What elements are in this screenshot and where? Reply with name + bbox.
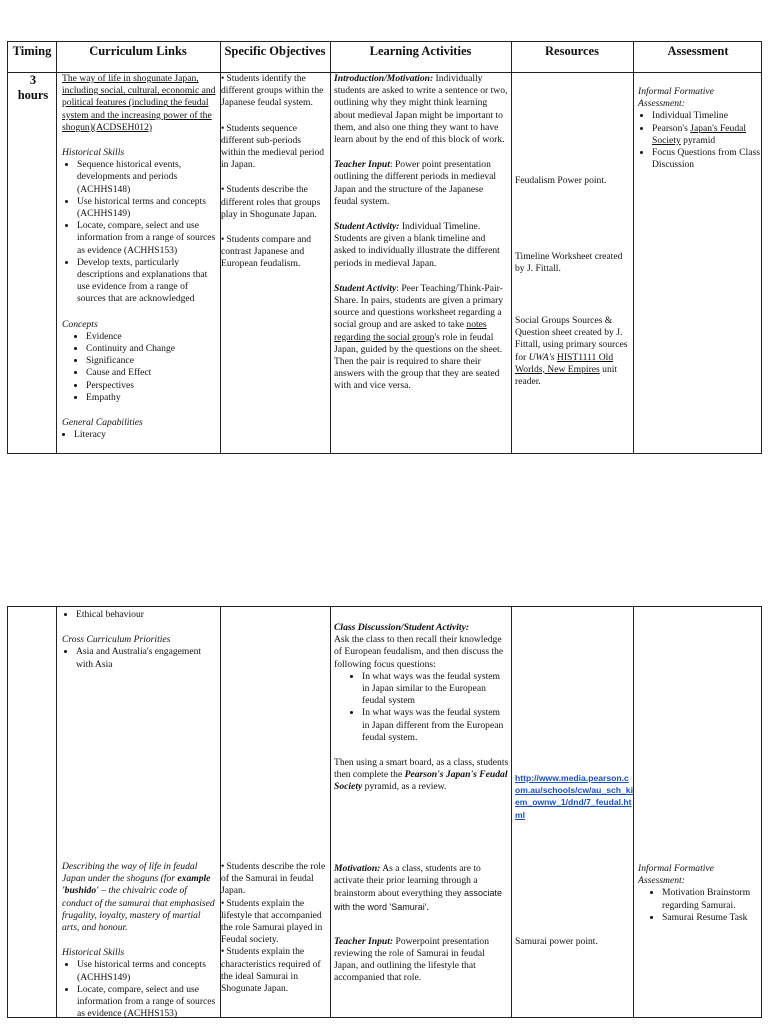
assessment-text: pyramid — [680, 134, 716, 146]
historical-skills-list — [62, 159, 216, 305]
resource-social-groups-sheet — [515, 315, 631, 388]
header-specific-objectives: Specific Objectives — [224, 44, 326, 58]
general-capabilities-list — [62, 429, 216, 441]
focus-questions — [334, 671, 509, 744]
list-item: • Individual Timeline — [652, 110, 760, 122]
list-item: • In what ways was the feudal system in Japan similar to the European feudal system — [362, 671, 509, 708]
list-item: • In what ways was the feudal system in Japan different from the European feudal system. — [362, 707, 509, 744]
assessment-cell-samurai — [638, 863, 760, 924]
activity-teacher-input — [334, 936, 509, 985]
cross-curriculum-list — [62, 646, 216, 670]
list-item: • Empathy — [86, 392, 216, 404]
resource-text: Social Groups Sources & Question sheet created by J. Fittall, using primary sources for — [515, 315, 628, 363]
link-text[interactable]: http://www.media.pearson.com.au/schools/cw/au_sch_kiem_ownw_1/dnd/7_feudal.html — [515, 773, 633, 820]
curriculum-intro: The way of life in shogunate Japan, including social, cultural, economic and political features (including the feudal system and the increasing power of the shogun)(ACDSEH012) — [62, 73, 216, 133]
objectives-list — [221, 861, 327, 995]
objectives-list — [221, 123, 327, 172]
header-resources: Resources — [545, 44, 599, 58]
curriculum-links-cell — [62, 73, 216, 441]
activity-text: : Power point presentation outlining the different periods in medieval Japan and the structure of the Japanese feudal system. — [334, 159, 497, 207]
list-item: • Continuity and Change — [86, 343, 216, 355]
list-item — [652, 123, 760, 147]
col-divider — [633, 42, 634, 453]
list-item: • Students explain the lifestyle that accompanied the role Samurai played in Feudal society. — [221, 898, 327, 947]
curriculum-list — [62, 609, 216, 621]
list-item: • Perspectives — [86, 380, 216, 392]
header-timing: Timing — [12, 44, 52, 58]
resource-feudalism-ppt: Feudalism Power point. — [515, 175, 607, 186]
historical-skills-title: Historical Skills — [62, 147, 125, 159]
concepts-list — [62, 331, 216, 404]
activity-title: Introduction/Motivation: — [334, 73, 434, 84]
historical-skills-title: Historical Skills — [62, 947, 125, 959]
curriculum-links-cell-continued — [62, 609, 216, 671]
assessment-title: Informal Formative Assessment: — [638, 863, 714, 887]
activity-text: Individual Timeline. Students are given a blank timeline and asked to individually illustrate the different periods in medieval Japan. — [334, 221, 500, 269]
activity-text: pyramid, as a review. — [362, 781, 447, 793]
resource-text: unit reader. — [515, 363, 618, 388]
curriculum-text-emphasis: example 'bushido' — [62, 873, 211, 897]
list-item: • Focus Questions from Class Discussion — [652, 147, 760, 171]
list-item: • Students explain the characteristics required of the ideal Samurai in Shogunate Japan. — [221, 946, 327, 995]
activity-text: As a class, students are to activate their prior learning through a brainstorm about everything they — [334, 863, 481, 900]
activity-intro — [334, 73, 509, 146]
list-item: • Students identify the different groups within the Japanese feudal system. — [221, 73, 327, 110]
activity-text: 's role in feudal Japan, guided by the questions on the sheet. Then the pair is required to share their answers with the group that they are seated with and vice versa. — [334, 331, 503, 392]
timing-value: 3 hours — [17, 73, 49, 102]
assessment-text: Pearson's — [652, 122, 691, 134]
list-item: • Students sequence different sub-periods within the medieval period in Japan. — [221, 123, 327, 172]
col-divider — [511, 42, 512, 453]
curriculum-samurai-intro — [62, 861, 216, 934]
objectives-list — [221, 73, 327, 110]
col-divider — [330, 607, 331, 1017]
list-item: • Samurai Resume Task — [662, 912, 760, 924]
list-item: • Use historical terms and concepts (ACHHS149) — [77, 196, 216, 220]
activity-text: Then using a smart board, as a class, students then complete the — [334, 757, 509, 781]
concepts-title: Concepts — [62, 318, 98, 330]
list-item: • Ethical behaviour — [76, 609, 216, 621]
col-divider — [56, 607, 57, 1017]
list-item: • Students describe the role of the Samurai in feudal Japan. — [221, 861, 327, 898]
resource-timeline-worksheet: Timeline Worksheet created by J. Fittall. — [515, 251, 623, 275]
activity-title: Teacher Input — [334, 159, 390, 171]
list-item: • Motivation Brainstorm regarding Samurai. — [662, 887, 760, 911]
resource-text-underlined: HIST1111 Old Worlds, New Empires — [515, 351, 614, 375]
col-divider — [511, 607, 512, 1017]
list-item: • Use historical terms and concepts (ACHHS149) — [77, 959, 216, 983]
header-curriculum-links: Curriculum Links — [89, 44, 187, 58]
pearson-resource-link[interactable] — [515, 773, 633, 822]
list-item: • Evidence — [86, 331, 216, 343]
activity-timeline — [334, 221, 509, 270]
cross-curriculum-title: Cross Curriculum Priorities — [62, 634, 171, 646]
activity-title: Teacher Input: — [334, 935, 394, 947]
learning-activities-cell-samurai — [334, 863, 509, 985]
objectives-list — [221, 234, 327, 271]
focus-questions-list — [334, 671, 509, 744]
list-item: • Locate, compare, select and use information from a range of sources as evidence (ACHHS153) — [77, 220, 216, 257]
header-learning-activities: Learning Activities — [369, 44, 472, 58]
historical-skills-list — [62, 959, 216, 1020]
activity-text: . — [426, 901, 429, 913]
assessment-cell — [638, 86, 760, 171]
list-item: • Locate, compare, select and use information from a range of sources as evidence (ACHHS153) — [77, 984, 216, 1021]
lesson-plan-table-2 — [7, 606, 762, 1018]
activity-title: Class Discussion/Student Activity: — [334, 622, 470, 633]
activity-text: Powerpoint presentation reviewing the role of Samurai in feudal Japan, and outlining the lifestyle that accompanied that role. — [334, 935, 490, 984]
activity-motivation — [334, 863, 509, 914]
list-item: • Significance — [86, 355, 216, 367]
lesson-plan-table-1 — [7, 41, 762, 454]
resource-text-italic: UWA's — [528, 351, 555, 363]
activity-teacher-input — [334, 159, 509, 208]
objectives-list — [221, 184, 327, 221]
activity-title: Student Activity — [334, 282, 397, 294]
activity-text-emphasis: associate with the word 'Samurai' — [334, 888, 503, 912]
activity-text: : Peer Teaching/Think-Pair-Share. In pairs, students are given a primary source and questions worksheet regarding a social group and are asked to take — [334, 282, 504, 331]
specific-objectives-cell-samurai — [221, 861, 327, 995]
learning-activities-cell-continued — [334, 622, 509, 794]
col-divider — [633, 607, 634, 1017]
learning-activities-cell — [334, 73, 509, 393]
activity-pyramid-review — [334, 757, 509, 794]
activity-title: Student Activity: — [334, 221, 400, 233]
col-divider — [330, 42, 331, 453]
activity-text-emphasis: Pearson's Japan's Feudal Society — [334, 769, 508, 793]
list-item: • Students compare and contrast Japanese and European feudalism. — [221, 234, 327, 271]
assessment-text-underlined: Japan's Feudal Society — [652, 122, 747, 146]
activity-text: Ask the class to then recall their knowledge of European feudalism, and then discuss the following focus questions: — [334, 634, 504, 670]
list-item: • Cause and Effect — [86, 367, 216, 379]
col-divider — [56, 42, 57, 453]
resource-samurai-ppt: Samurai power point. — [515, 936, 598, 947]
assessment-list — [638, 887, 760, 924]
curriculum-text: – the chivalric code of conduct of the samurai that emphasised frugality, loyalty, mastery of martial arts, and honour. — [62, 885, 215, 934]
list-item: • Develop texts, particularly descriptions and explanations that use evidence from a range of sources that are acknowledged — [77, 257, 216, 306]
activity-text-underlined: notes regarding the social group — [334, 319, 487, 343]
list-item: • Sequence historical events, developments and periods (ACHHS148) — [77, 159, 216, 196]
specific-objectives-cell — [221, 73, 327, 271]
assessment-title: Informal Formative Assessment: — [638, 86, 714, 110]
list-item: • Literacy — [74, 429, 216, 441]
activity-title: Motivation: — [334, 863, 381, 874]
curriculum-text: Describing the way of life in feudal Japan under the shoguns (for — [62, 861, 198, 885]
assessment-list — [638, 110, 760, 171]
curriculum-links-cell-samurai — [62, 861, 216, 1020]
activity-text: Individually students are asked to write a sentence or two, outlining why they might think learning about medieval Japan might be important to them, and also one thing they want to have learn about by the end of this block of work. — [334, 73, 508, 146]
list-item: • Students describe the different roles that groups play in Shogunate Japan. — [221, 184, 327, 221]
general-capabilities-title: General Capabilities — [62, 417, 143, 429]
activity-peer-teaching — [334, 283, 509, 393]
header-assessment: Assessment — [667, 44, 729, 58]
list-item: • Asia and Australia's engagement with Asia — [76, 646, 216, 670]
